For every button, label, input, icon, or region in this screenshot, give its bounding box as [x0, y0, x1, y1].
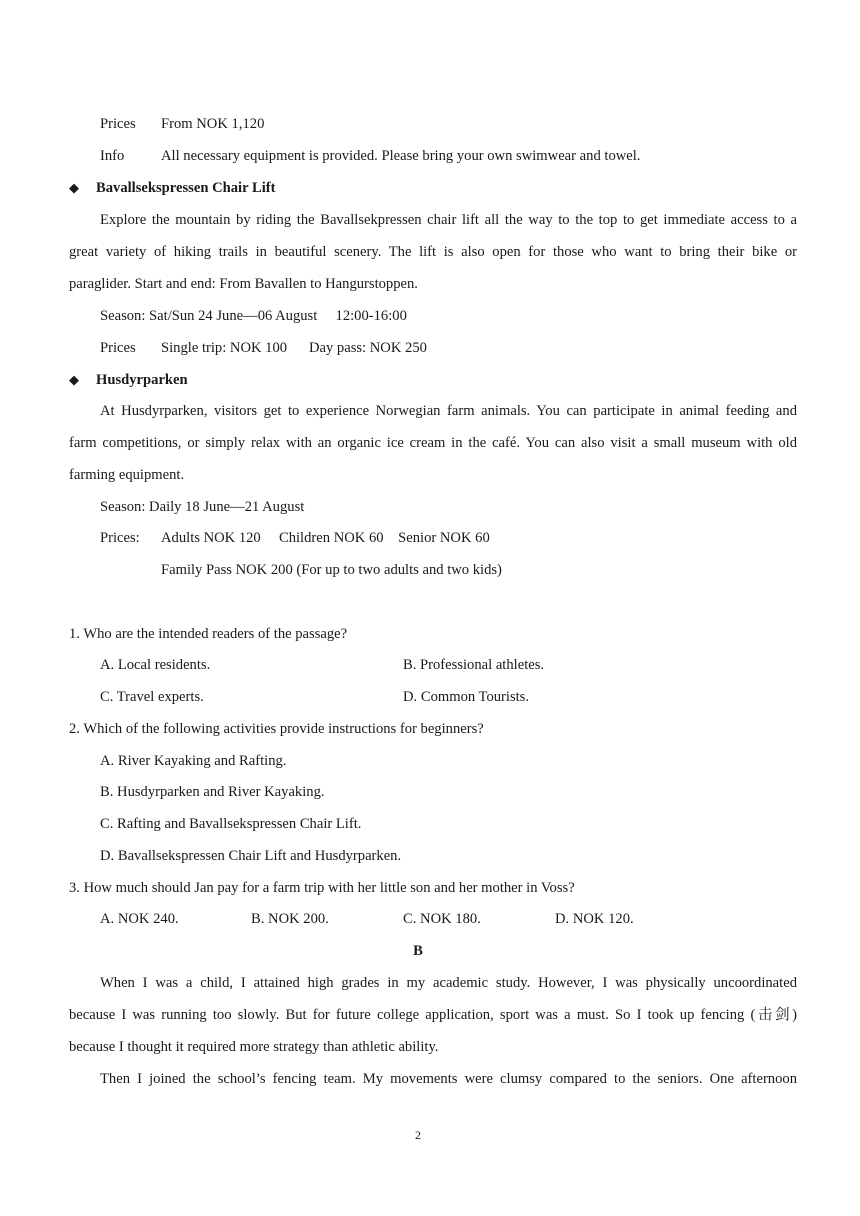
- chair-lift-body-line: Explore the mountain by riding the Bavallsekpressen chair lift all the way to the top to get immediate access to a: [100, 212, 797, 228]
- section-b-line: because I was running too slowly. But for future college application, sport was a must. So I took up fencing (击剑): [69, 1007, 797, 1023]
- answer-option: B. NOK 200.: [251, 911, 329, 927]
- answer-option: A. River Kayaking and Rafting.: [100, 753, 287, 769]
- answer-option: D. Bavallsekspressen Chair Lift and Husdyrparken.: [100, 848, 402, 864]
- chair-lift-body-line: great variety of hiking trails in beautiful scenery. The lift is also open for those who want to bring their bike or: [69, 244, 797, 260]
- chair-lift-title: Bavallsekspressen Chair Lift: [96, 180, 276, 196]
- husdyrparken-body-line: farm competitions, or simply relax with an organic ice cream in the café. You can also visit a small museum with old: [69, 435, 797, 451]
- answer-option: A. Local residents.: [100, 657, 211, 673]
- chair-lift-prices-row: [69, 338, 828, 358]
- prices-value: Single trip: NOK 100 Day pass: NOK 250: [161, 340, 427, 356]
- diamond-bullet-icon: ◆: [69, 372, 79, 387]
- chair-lift-season: Season: Sat/Sun 24 June—06 August 12:00-16:00: [100, 308, 407, 324]
- question-stem: 2. Which of the following activities provide instructions for beginners?: [69, 721, 484, 737]
- prices-label: Prices: [100, 116, 136, 132]
- chair-lift-heading: [69, 178, 797, 198]
- husdyrparken-heading: [69, 370, 797, 390]
- question-stem: 3. How much should Jan pay for a farm trip with her little son and her mother in Voss?: [69, 880, 575, 896]
- info-row: [69, 146, 828, 166]
- prices-value: Adults NOK 120 Children NOK 60 Senior NOK 60: [161, 530, 490, 546]
- answer-option: C. Rafting and Bavallsekspressen Chair Lift.: [100, 816, 362, 832]
- section-b-line: because I thought it required more strategy than athletic ability.: [69, 1039, 439, 1055]
- section-b-line: When I was a child, I attained high grades in my academic study. However, I was physically uncoordinated: [100, 975, 797, 991]
- husdyrparken-season: Season: Daily 18 June—21 August: [100, 499, 305, 515]
- answer-option: B. Husdyrparken and River Kayaking.: [100, 784, 325, 800]
- answer-option: A. NOK 240.: [100, 911, 179, 927]
- answer-option: C. NOK 180.: [403, 911, 481, 927]
- prices-row: [69, 114, 828, 134]
- husdyrparken-prices-row: [69, 528, 828, 548]
- prices-label: Prices: [100, 340, 136, 356]
- diamond-bullet-icon: ◆: [69, 180, 79, 195]
- chair-lift-body-line: paraglider. Start and end: From Bavallen to Hangurstoppen.: [69, 276, 418, 292]
- info-label: Info: [100, 148, 125, 164]
- prices-value: From NOK 1,120: [161, 116, 265, 132]
- husdyrparken-body-line: At Husdyrparken, visitors get to experience Norwegian farm animals. You can participate in animal feeding and: [100, 403, 797, 419]
- page-number: 2: [415, 1128, 421, 1142]
- answer-option: D. NOK 120.: [555, 911, 634, 927]
- prices-label: Prices:: [100, 530, 140, 546]
- answer-option: D. Common Tourists.: [403, 689, 530, 705]
- section-b-line: Then I joined the school’s fencing team. My movements were clumsy compared to the seniors. One afternoon: [100, 1071, 797, 1087]
- info-value: All necessary equipment is provided. Please bring your own swimwear and towel.: [161, 148, 641, 164]
- husdyrparken-title: Husdyrparken: [96, 372, 188, 388]
- husdyrparken-body-line: farming equipment.: [69, 467, 185, 483]
- family-pass: Family Pass NOK 200 (For up to two adults and two kids): [161, 562, 502, 578]
- question-stem: 1. Who are the intended readers of the passage?: [69, 626, 348, 642]
- section-b-heading: B: [413, 943, 423, 959]
- answer-option: B. Professional athletes.: [403, 657, 545, 673]
- answer-option: C. Travel experts.: [100, 689, 204, 705]
